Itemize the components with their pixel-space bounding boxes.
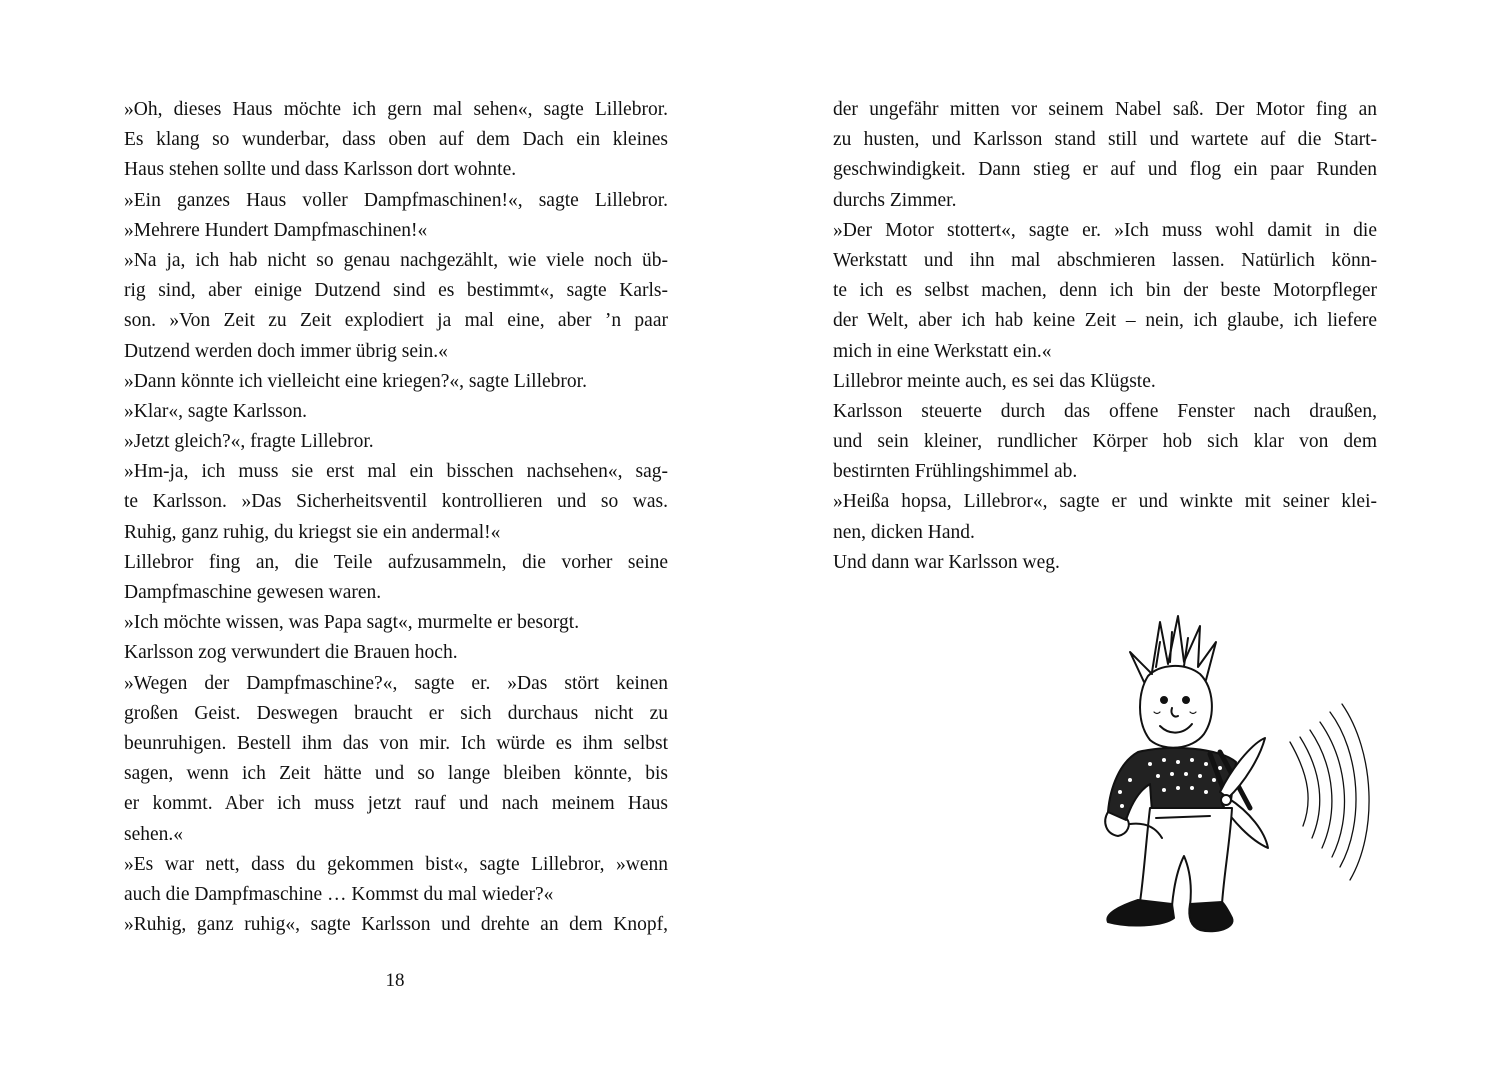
right-page-text-line: te ich es selbst machen, denn ich bin der beste Motorpfleger [833, 280, 1377, 302]
right-page-text-line: bestirnten Frühlingshimmel ab. [833, 461, 1078, 483]
left-page-text-line: Es klang so wunderbar, dass oben auf dem Dach ein kleines [124, 129, 668, 151]
right-page-text-line: Lillebror meinte auch, es sei das Klügste. [833, 370, 1156, 392]
left-page-text-line: Dampfmaschine gewesen waren. [124, 582, 382, 603]
right-page-text-line: und sein kleiner, rundlicher Körper hob sich klar von dem [833, 431, 1377, 453]
right-page-text-line: geschwindigkeit. Dann stieg er auf und flog ein paar Runden [833, 159, 1377, 181]
left-page-text-line: er kommt. Aber ich muss jetzt rauf und nach meinem Haus [124, 793, 668, 815]
right-page-text-line: der ungefähr mitten vor seinem Nabel saß. Der Motor fing an [833, 99, 1377, 120]
left-page-text-line: rig sind, aber einige Dutzend sind es bestimmt«, sagte Karls- [124, 280, 668, 302]
left-page-text [124, 95, 668, 940]
right-page-text [833, 95, 1377, 578]
right-page-text-line: Und dann war Karlsson weg. [833, 551, 1060, 573]
left-shoe [1107, 900, 1174, 925]
left-page-text-line: »Hm-ja, ich muss sie erst mal ein bisschen nachsehen«, sag- [124, 461, 668, 483]
left-page-text-line: te Karlsson. »Das Sicherheitsventil kontrollieren und so was. [124, 491, 668, 513]
left-page-text-line: »Wegen der Dampfmaschine?«, sagte er. »Das stört keinen [124, 672, 668, 694]
left-page-text-line: Dutzend werden doch immer übrig sein.« [124, 340, 448, 362]
right-page-text-line: »Der Motor stottert«, sagte er. »Ich muss wohl damit in die [833, 219, 1377, 241]
left-page-text-line: »Es war nett, dass du gekommen bist«, sagte Lillebror, »wenn [124, 853, 668, 875]
left-page-text-line: »Jetzt gleich?«, fragte Lillebror. [124, 431, 374, 453]
left-page-text-line: »Ruhig, ganz ruhig«, sagte Karlsson und drehte an dem Knopf, [124, 914, 668, 936]
right-page-text-line: »Heißa hopsa, Lillebror«, sagte er und winkte mit seiner klei- [833, 491, 1377, 513]
hair [1130, 616, 1216, 682]
right-page-text-line: Karlsson steuerte durch das offene Fenster nach draußen, [833, 400, 1377, 422]
left-page-text-line: »Klar«, sagte Karlsson. [124, 400, 308, 422]
right-page-text-line: nen, dicken Hand. [833, 521, 975, 543]
left-page-text-line: »Ich möchte wissen, was Papa sagt«, murmelte er besorgt. [124, 612, 580, 634]
left-page-text-line: »Na ja, ich hab nicht so genau nachgezählt, wie viele noch üb- [124, 249, 668, 271]
right-page-text-line: der Welt, aber ich hab keine Zeit – nein, ich glaube, ich liefere [833, 310, 1377, 332]
left-page-text-line: Lillebror fing an, die Teile aufzusammeln, die vorher seine [124, 551, 668, 573]
left-page-text-line: Karlsson zog verwundert die Brauen hoch. [124, 642, 458, 664]
page-number: 18 [385, 970, 405, 991]
right-page-text-line: durchs Zimmer. [833, 189, 957, 211]
left-page-text-line: »Dann könnte ich vielleicht eine kriegen?«, sagte Lillebror. [124, 370, 587, 392]
left-page-text-line: »Mehrere Hundert Dampfmaschinen!« [124, 219, 428, 241]
propeller-motion-lines [1290, 704, 1369, 880]
karlsson-illustration [1060, 612, 1390, 942]
left-page-text-line: sehen.« [124, 823, 184, 845]
left-page-text-line: son. »Von Zeit zu Zeit explodiert ja mal eine, aber ’n paar [124, 310, 668, 332]
left-page-text-line: Ruhig, ganz ruhig, du kriegst sie ein andermal!« [124, 521, 501, 543]
right-page-text-line: mich in eine Werkstatt ein.« [833, 340, 1052, 362]
left-page-text-line: »Ein ganzes Haus voller Dampfmaschinen!«, sagte Lillebror. [124, 189, 668, 211]
left-page-text-line: großen Geist. Deswegen braucht er sich durchaus nicht zu [124, 702, 668, 724]
right-shoe [1189, 902, 1232, 931]
left-page-text-line: sagen, wenn ich Zeit hätte und so lange bleiben könnte, bis [124, 763, 668, 785]
left-page-text-line: »Oh, dieses Haus möchte ich gern mal sehen«, sagte Lillebror. [124, 99, 668, 120]
right-page-text-line: Werkstatt und ihn mal abschmieren lassen. Natürlich könn- [833, 249, 1377, 271]
left-page-text-line: auch die Dampfmaschine … Kommst du mal wieder?« [124, 883, 554, 905]
trousers [1140, 808, 1232, 906]
head [1140, 666, 1212, 748]
left-page-text-line: beunruhigen. Bestell ihm das von mir. Ich würde es ihm selbst [124, 732, 668, 754]
left-page-text-line: Haus stehen sollte und dass Karlsson dort wohnte. [124, 159, 517, 181]
right-page-text-line: zu husten, und Karlsson stand still und wartete auf die Start- [833, 129, 1377, 151]
